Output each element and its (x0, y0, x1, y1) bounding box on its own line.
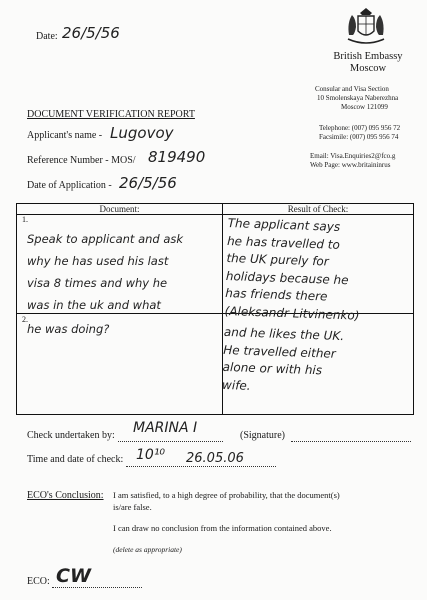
result-line: holidays because he (225, 268, 349, 287)
row-number-2: 2. (22, 315, 28, 324)
result-line: the UK purely for (226, 250, 329, 269)
conclusion-option-2: I can draw no conclusion from the information contained above. (113, 523, 332, 533)
reference-number-label: Reference Number - MOS/ (27, 155, 136, 166)
delete-as-appropriate-note: (delete as appropriate) (113, 545, 182, 554)
time-date-label: Time and date of check: (27, 454, 124, 465)
address-line-3: Moscow 121099 (341, 103, 388, 111)
result-text (222, 215, 363, 399)
date-label: Date: (36, 31, 58, 42)
date-of-check-value: 26.05.06 (186, 451, 244, 466)
facsimile: Facsimile: (007) 095 956 74 (319, 133, 399, 141)
date-of-application-value: 26/5/56 (119, 174, 177, 192)
document-line: was in the uk and what (27, 298, 161, 312)
table-bottom-border (16, 414, 414, 415)
time-value: 10¹⁰ (136, 447, 166, 463)
result-line: (Aleksandr Litvinenko) (224, 303, 360, 323)
applicant-name-label: Applicant's name - (27, 130, 103, 141)
check-undertaken-line (118, 440, 223, 442)
result-line: wife. (221, 377, 251, 393)
eco-conclusion-label: ECO's Conclusion: (27, 490, 104, 501)
document-line: why he has used his last (27, 254, 169, 268)
table-left-border (16, 203, 17, 414)
row-number-1: 1. (22, 215, 28, 224)
eco-signature: CW (56, 565, 91, 587)
column-header-result: Result of Check: (287, 204, 349, 214)
reference-number-value: 819490 (148, 148, 206, 166)
eco-label: ECO: (27, 576, 50, 587)
signature-line (291, 440, 411, 442)
column-header-document: Document: (99, 204, 140, 214)
conclusion-option-1-line-2: is/are false. (113, 502, 152, 512)
conclusion-option-1-line-1: I am satisfied, to a high degree of probability, that the document(s) (113, 490, 340, 500)
result-line: He travelled either (223, 342, 337, 361)
result-line: he has travelled to (226, 233, 341, 252)
applicant-name-value: Lugovoy (110, 124, 174, 142)
royal-coat-of-arms-crest (343, 5, 389, 49)
web-page: Web Page: www.britaininrus (310, 161, 391, 169)
document-line: Speak to applicant and ask (27, 232, 184, 246)
signature-label: (Signature) (240, 430, 285, 441)
check-undertaken-value: MARINA I (133, 420, 198, 436)
telephone: Telephone: (007) 095 956 72 (319, 124, 401, 132)
check-undertaken-label: Check undertaken by: (27, 430, 115, 441)
report-title: DOCUMENT VERIFICATION REPORT (27, 109, 195, 120)
address-line-2: 10 Smolenskaya Naberezhna (317, 94, 399, 102)
document-line: he was doing? (27, 322, 110, 336)
address-line-1: Consular and Visa Section (315, 85, 389, 93)
embassy-city: Moscow (349, 63, 387, 74)
document-text (27, 228, 183, 340)
embassy-name: British Embassy (333, 51, 403, 62)
result-line: alone or with his (222, 359, 323, 378)
date-of-application-label: Date of Application - (27, 180, 112, 191)
email: Email: Visa.Enquiries2@fco.g (310, 152, 396, 160)
document-line: visa 8 times and why he (27, 276, 168, 290)
table-right-border (413, 203, 414, 414)
result-line: and he likes the UK. (223, 324, 345, 344)
result-line: The applicant says (227, 215, 341, 234)
date-value: 26/5/56 (62, 24, 120, 42)
table-header-border (16, 214, 414, 215)
result-line: has friends there (225, 285, 328, 304)
eco-line (52, 586, 142, 588)
